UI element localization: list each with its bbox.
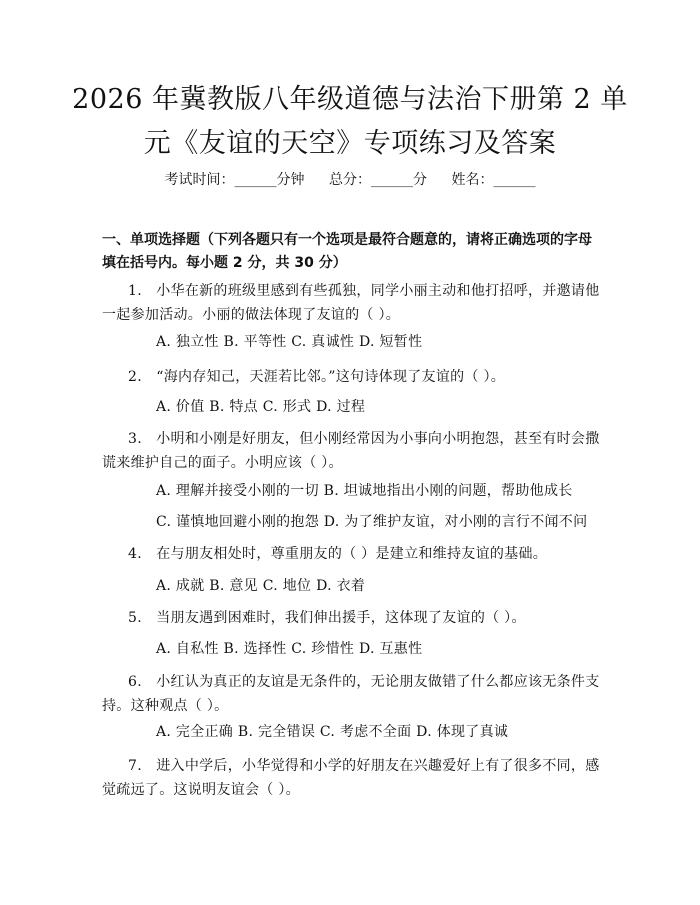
- question-number: 5.: [128, 610, 142, 626]
- exam-meta: [0, 169, 700, 189]
- question-6: [102, 670, 600, 718]
- question-3-options-row-1: A. 理解并接受小刚的一切 B. 坦诚地指出小刚的问题，帮助他成长: [156, 483, 573, 499]
- question-5: [102, 606, 600, 630]
- question-1: [102, 279, 600, 327]
- question-text: 在与朋友相处时，尊重朋友的（ ）是建立和维持友谊的基础。: [156, 546, 548, 562]
- title-line-1: 2026 年冀教版八年级道德与法治下册第 2 单: [72, 84, 628, 115]
- page-title: [60, 78, 640, 166]
- section-heading: 一、单项选择题（下列各题只有一个选项是最符合题意的，请将正确选项的字母填在括号内。每小题 2 分，共 30 分）: [102, 232, 592, 271]
- question-6-options: A. 完全正确 B. 完全错误 C. 考虑不全面 D. 体现了真诚: [156, 724, 509, 740]
- question-3: [102, 427, 600, 475]
- question-number: 7.: [128, 758, 142, 774]
- question-5-options: A. 自私性 B. 选择性 C. 珍惜性 D. 互惠性: [156, 641, 423, 657]
- question-number: 6.: [128, 674, 142, 690]
- question-2: [102, 365, 600, 389]
- question-2-options: A. 价值 B. 特点 C. 形式 D. 过程: [156, 399, 366, 415]
- question-4-options: A. 成就 B. 意见 C. 地位 D. 衣着: [156, 578, 366, 594]
- question-text: 小红认为真正的友谊是无条件的，无论朋友做错了什么都应该无条件支持。这种观点（ ）。: [102, 674, 600, 714]
- question-number: 2.: [128, 369, 142, 385]
- question-4: [102, 542, 600, 566]
- question-text: 进入中学后，小华觉得和小学的好朋友在兴趣爱好上有了很多不同，感觉疏远了。这说明友谊会（ ）。: [102, 758, 600, 798]
- question-text: 小明和小刚是好朋友，但小刚经常因为小事向小明抱怨，甚至有时会撒谎来维护自己的面子。小明应该（ ）。: [102, 431, 600, 471]
- name-field: 姓名：______: [451, 172, 536, 188]
- question-number: 3.: [128, 431, 142, 447]
- question-3-options-row-2: C. 谨慎地回避小刚的抱怨 D. 为了维护友谊，对小刚的言行不闻不问: [156, 514, 588, 530]
- question-text: 小华在新的班级里感到有些孤独，同学小丽主动和他打招呼，并邀请他一起参加活动。小丽的做法体现了友谊的（ ）。: [102, 283, 600, 323]
- question-number: 4.: [128, 546, 142, 562]
- question-7: [102, 754, 600, 802]
- question-number: 1.: [128, 283, 142, 299]
- exam-time-field: 考试时间：______分钟: [164, 172, 305, 188]
- total-score-field: 总分：______分: [329, 172, 427, 188]
- question-1-options: A. 独立性 B. 平等性 C. 真诚性 D. 短暂性: [156, 334, 423, 350]
- question-text: “海内存知己，天涯若比邻。”这句诗体现了友谊的（ ）。: [156, 369, 506, 385]
- title-line-2: 元《友谊的天空》专项练习及答案: [143, 128, 557, 159]
- question-text: 当朋友遇到困难时，我们伸出援手，这体现了友谊的（ ）。: [156, 610, 526, 626]
